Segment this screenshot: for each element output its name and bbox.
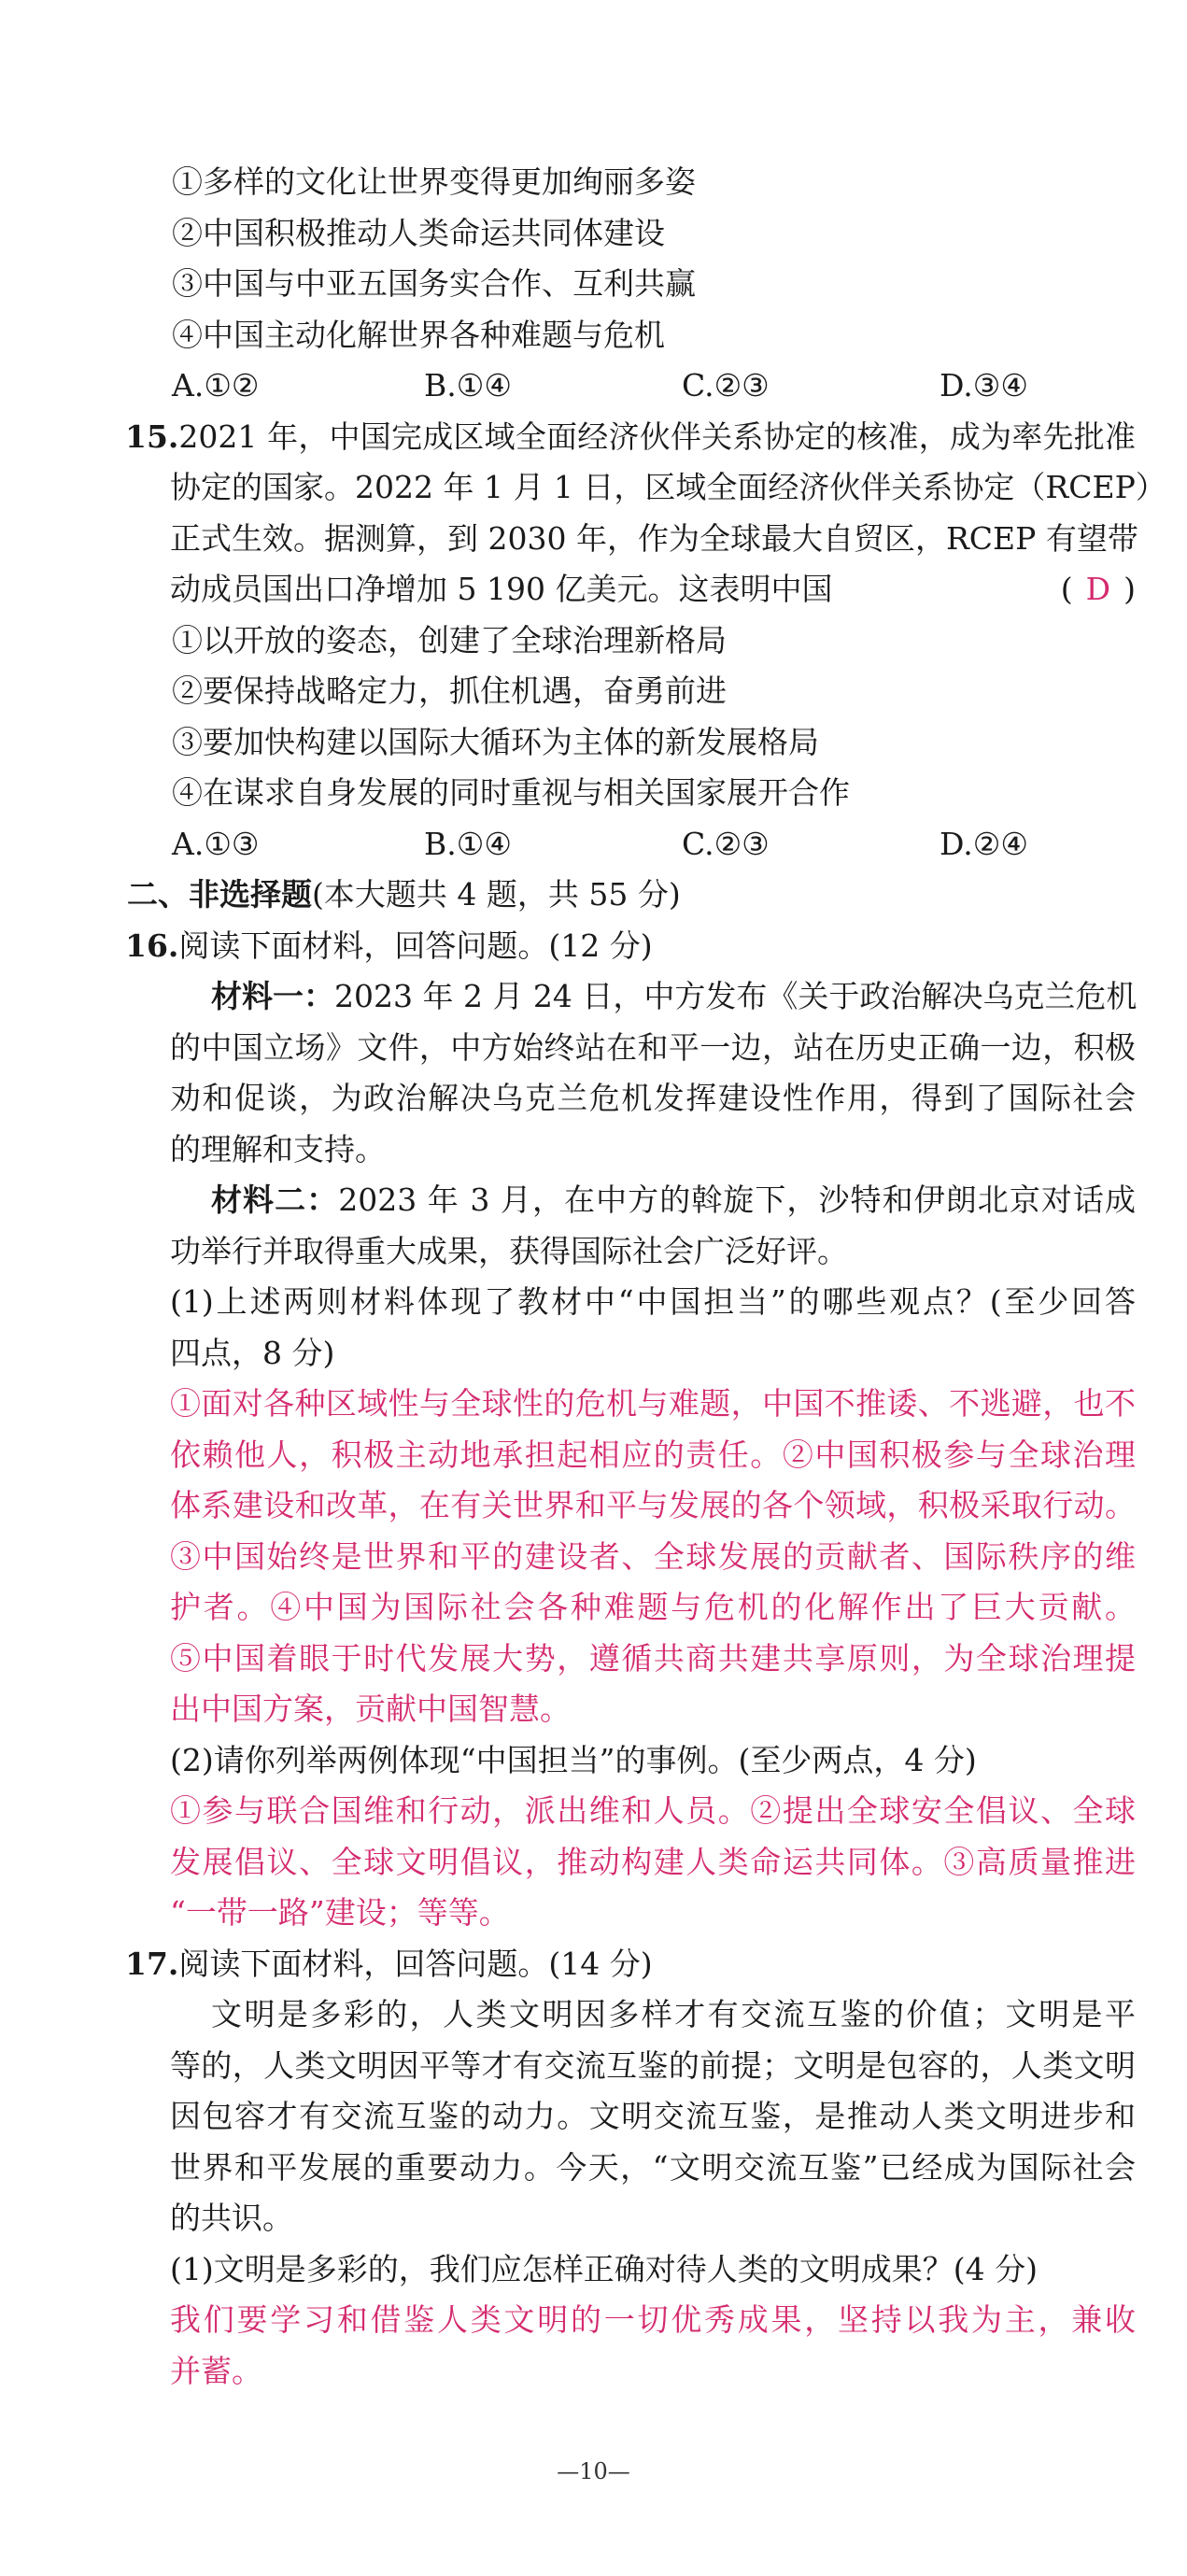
q15-option-3: ③要加快构建以国际大循环为主体的新发展格局 bbox=[172, 723, 819, 760]
q17-material-line-1: 文明是多彩的，人类文明因多样才有交流互鉴的价值；文明是平 bbox=[211, 1996, 1136, 2032]
q15-choice-b: B.①④ bbox=[424, 825, 512, 862]
q17-sub1-line: (1)文明是多彩的，我们应怎样正确对待人类的文明成果？(4 分) bbox=[170, 2250, 1038, 2287]
q15-number: 15. bbox=[125, 418, 179, 455]
q15-choices bbox=[127, 819, 1136, 870]
q14-choice-a: A.①② bbox=[172, 367, 260, 403]
q17-prompt-line bbox=[125, 1939, 1136, 1990]
q14-option-4: ④中国主动化解世界各种难题与危机 bbox=[172, 316, 665, 353]
q14-choice-c: C.②③ bbox=[682, 367, 770, 403]
q16-material1-line-4: 的理解和支持。 bbox=[170, 1130, 386, 1168]
page-content bbox=[125, 157, 1166, 2397]
q16-sub1-answer-line-2: 依赖他人，积极主动地承担起相应的责任。②中国积极参与全球治理 bbox=[170, 1436, 1136, 1473]
q15-choice-a: A.①③ bbox=[172, 825, 260, 862]
q15-stem-text-1: 2021 年，中国完成区域全面经济伙伴关系协定的核准，成为率先批准 bbox=[178, 418, 1136, 455]
q17-material-line-4: 世界和平发展的重要动力。今天，“文明交流互鉴”已经成为国际社会 bbox=[170, 2148, 1136, 2186]
q15-bracket-open: ( bbox=[1060, 571, 1073, 607]
q16-sub1-answer-line-1: ①面对各种区域性与全球性的危机与难题，中国不推诿、不逃避，也不 bbox=[170, 1385, 1136, 1422]
q16-material1-label: 材料一： bbox=[211, 978, 334, 1014]
page-number: —10— bbox=[557, 2458, 630, 2484]
q15-answer-bracket bbox=[1061, 564, 1136, 616]
q15-choice-c: C.②③ bbox=[682, 825, 770, 862]
q16-sub1-answer-line-6: ⑤中国着眼于时代发展大势，遵循共商共建共享原则，为全球治理提 bbox=[170, 1639, 1136, 1677]
q16-sub2-answer-line-2: 发展倡议、全球文明倡议，推动构建人类命运共同体。③高质量推进 bbox=[170, 1843, 1136, 1880]
q17-sub1-answer-line-1: 我们要学习和借鉴人类文明的一切优秀成果，坚持以我为主，兼收 bbox=[170, 2301, 1136, 2338]
section-2-note: (本大题共 4 题，共 55 分) bbox=[312, 876, 681, 913]
q17-material-line-3: 因包容才有交流互鉴的动力。文明交流互鉴，是推动人类文明进步和 bbox=[170, 2098, 1136, 2134]
q15-option-4: ④在谋求自身发展的同时重视与相关国家展开合作 bbox=[172, 774, 850, 811]
q17-prompt: 阅读下面材料，回答问题。(14 分) bbox=[178, 1945, 653, 1982]
q14-choices bbox=[127, 361, 1136, 412]
q16-material2-text-1: 2023 年 3 月，在中方的斡旋下，沙特和伊朗北京对话成 bbox=[338, 1182, 1136, 1218]
q16-sub2-answer-line-3: “一带一路”建设；等等。 bbox=[170, 1894, 510, 1931]
q16-sub1-answer-line-3: 体系建设和改革，在有关世界和平与发展的各个领域，积极采取行动。 bbox=[170, 1487, 1136, 1523]
q14-choice-d: D.③④ bbox=[940, 367, 1028, 403]
q16-sub1-line-1: (1)上述两则材料体现了教材中“中国担当”的哪些观点？(至少回答 bbox=[170, 1283, 1136, 1320]
q17-number: 17. bbox=[125, 1945, 179, 1982]
q16-material1-line-3: 劝和促谈，为政治解决乌克兰危机发挥建设性作用，得到了国际社会 bbox=[170, 1080, 1136, 1116]
q16-sub1-answer-line-4: ③中国始终是世界和平的建设者、全球发展的贡献者、国际秩序的维 bbox=[170, 1537, 1136, 1575]
section-2-heading bbox=[127, 870, 1136, 921]
q15-stem-line-1 bbox=[125, 412, 1136, 463]
q14-choice-b: B.①④ bbox=[424, 367, 512, 403]
q15-stem-line-3: 正式生效。据测算，到 2030 年，作为全球最大自贸区，RCEP 有望带 bbox=[170, 519, 1138, 557]
q15-stem-line-4 bbox=[127, 564, 1136, 616]
q16-material1-line-2: 的中国立场》文件，中方始终站在和平一边，站在历史正确一边，积极 bbox=[170, 1028, 1136, 1066]
q15-choice-d: D.②④ bbox=[940, 825, 1028, 862]
q16-number: 16. bbox=[125, 927, 179, 964]
q16-material2-line-1 bbox=[127, 1175, 1136, 1226]
q14-option-1: ①多样的文化让世界变得更加绚丽多姿 bbox=[172, 163, 696, 200]
q14-option-3: ③中国与中亚五国务实合作、互利共赢 bbox=[172, 265, 696, 302]
q17-sub1-answer-line-2: 并蓄。 bbox=[170, 2352, 262, 2389]
q16-sub1-answer-line-5: 护者。④中国为国际社会各种难题与危机的化解作出了巨大贡献。 bbox=[170, 1589, 1136, 1625]
q15-option-1: ①以开放的姿态，创建了全球治理新格局 bbox=[172, 621, 727, 658]
q16-sub1-line-2: 四点，8 分) bbox=[170, 1334, 335, 1371]
q16-material1-line-1 bbox=[127, 971, 1136, 1023]
q16-material1-text-1: 2023 年 2 月 24 日，中方发布《关于政治解决乌克兰危机 bbox=[334, 978, 1138, 1014]
q17-material-line-5: 的共识。 bbox=[170, 2200, 293, 2236]
q17-material-line-2: 等的，人类文明因平等才有交流互鉴的前提；文明是包容的，人类文明 bbox=[170, 2046, 1136, 2084]
q16-sub1-answer-line-7: 出中国方案，贡献中国智慧。 bbox=[170, 1691, 571, 1727]
q16-sub2-line: (2)请你列举两例体现“中国担当”的事例。(至少两点，4 分) bbox=[170, 1741, 977, 1778]
q15-option-2: ②要保持战略定力，抓住机遇，奋勇前进 bbox=[172, 672, 727, 709]
section-2-title: 二、非选择题 bbox=[127, 876, 312, 913]
q16-prompt-line bbox=[125, 921, 1136, 972]
q16-material2-line-2: 功举行并取得重大成果，获得国际社会广泛好评。 bbox=[170, 1232, 848, 1269]
q16-sub2-answer-line-1: ①参与联合国维和行动，派出维和人员。②提出全球安全倡议、全球 bbox=[170, 1792, 1136, 1829]
q14-option-2: ②中国积极推动人类命运共同体建设 bbox=[172, 214, 665, 251]
q15-stem-text-4: 动成员国出口净增加 5 190 亿美元。这表明中国 bbox=[170, 571, 833, 607]
q16-prompt: 阅读下面材料，回答问题。(12 分) bbox=[178, 927, 653, 964]
q15-bracket-close: ) bbox=[1123, 571, 1136, 607]
q15-answer: D bbox=[1085, 571, 1111, 607]
q16-material2-label: 材料二： bbox=[211, 1182, 339, 1218]
q15-stem-line-2: 协定的国家。2022 年 1 月 1 日，区域全面经济伙伴关系协定（RCEP） bbox=[170, 469, 1166, 505]
